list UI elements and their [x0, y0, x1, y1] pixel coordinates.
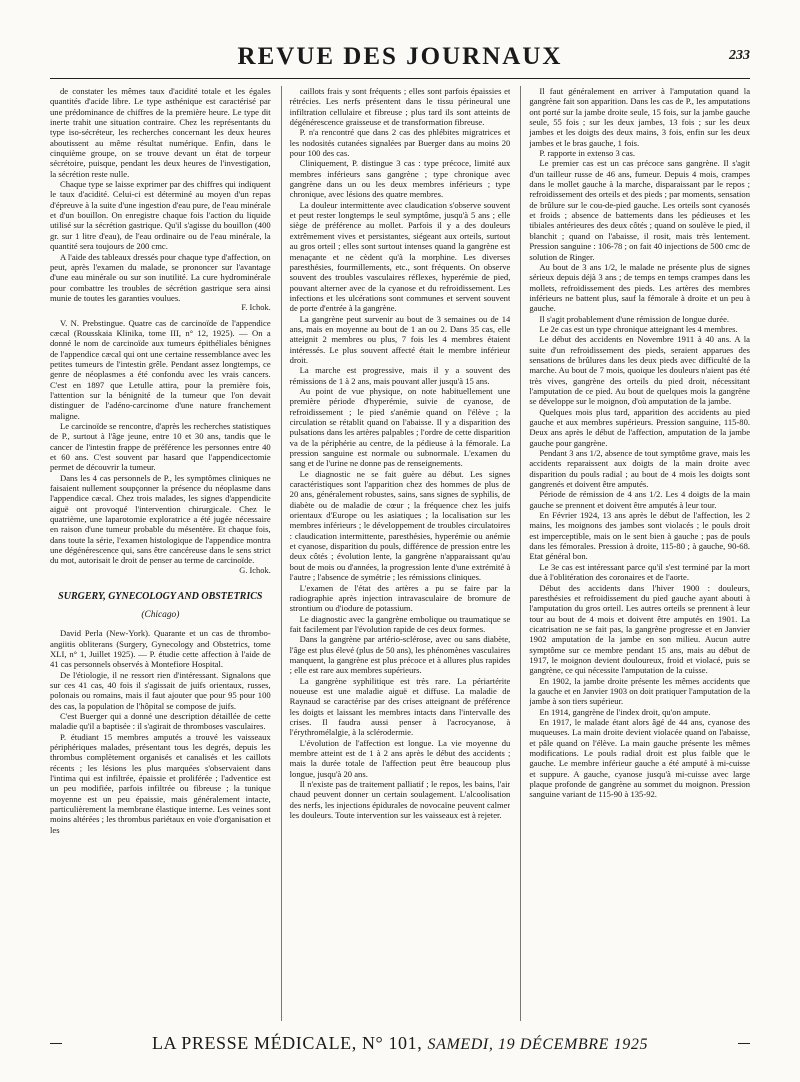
- text-columns: [50, 86, 750, 1021]
- footer-date: SAMEDI, 19 DÉCEMBRE 1925: [427, 1036, 649, 1053]
- paragraph: Pendant 3 ans 1/2, absence de tout symptôme grave, mais les accidents reparaissent aux doigts de la main droite avec disparition du pouls radial ; au bout de 4 mois les doigts sont gangrenés et doivent être amputés.: [529, 448, 751, 490]
- paragraph: Dans la gangrène par artério-sclérose, avec ou sans diabète, l'âge est plus élevé (plus de 50 ans), les phénomènes vasculaires manquent, la gangrène est plus précoce et à allures plus rapides ; elle est rare aux membres supérieurs.: [289, 634, 511, 676]
- paragraph: Le 2e cas est un type chronique atteignant les 4 membres.: [539, 323, 738, 334]
- paragraph: Dans les 4 cas personnels de P., les symptômes cliniques ne faisaient nullement soupçonner la présence du néoplasme dans l'appendice cæcal. Chez trois malades, les signes d'appendicite aiguë ont provoqué l'intervention chirurgicale. Chez le quatrième, une laparotomie exploratrice a été jugée nécessaire en raison d'une tumeur probable du mésentère. Et chaque fois, dans toute la série, l'examen histologique de l'appendice montra une dégénérescence qui, sans être cancéreuse dans le sens strict du mot, autorisait le droit de penser au terme de carcinoïde.: [50, 472, 271, 566]
- paragraph: La gangrène peut survenir au bout de 3 semaines ou de 14 ans, mais en moyenne au bout de 1 an ou 2. Dans 35 cas, elle atteignit 2 membres ou plus, 7 fois les 4 membres étaient intéressés. Le plus souvent affecté était le membre inférieur droit.: [289, 313, 511, 365]
- paragraph: En 1902, la jambe droite présente les mêmes accidents que la gauche et en Janvier 1903 on doit pratiquer l'amputation de la jambe à son tiers supérieur.: [529, 675, 751, 707]
- section-subtitle: (Chicago): [141, 610, 180, 621]
- paragraph: V. N. Prebstingue. Quatre cas de carcinoïde de l'appendice cæcal (Rousskaia Klinika, tome III, n° 12, 1925). — On a donné le nom de carcinoïde aux tumeurs épithéliales bénignes de l'appendice cæcal qui ont une certaine ressemblance avec les petites tumeurs de l'intestin grêle. Pendant assez longtemps, ce genre de néoplasmes a été confondu avec les vrais cancers. C'est en 1897 que Letulle attira, pour la première fois, l'attention sur la bénignité de la tumeur que l'on devait distinguer de l'adéno-carcinome d'une nature franchement maligne.: [50, 317, 271, 421]
- page-header: [50, 42, 750, 72]
- paragraph: Au point de vue physique, on note habituellement une première période d'hyperémie, suivie de cyanose, de refroidissement ; le pied s'anémie quand on l'élève ; la circulation se rétablit quand on l'abaisse. Il y a disparition des pulsations dans les artères palpables ; l'ordre de cette disparition va de la périphérie au centre, de la pédieuse à la fémorale. La pression sanguine est normale ou subnormale. L'examen du sang et de l'urine ne donne pas de renseignements.: [289, 385, 511, 469]
- paragraph: Le début des accidents en Novembre 1911 à 40 ans. A la suite d'un refroidissement des pieds, seraient apparues des sensations de brûlures dans les deux pieds avec difficulté de la marche. Au bout de 7 mois, quoique les douleurs n'aient pas été très vives, gangrène des orteils du pied droit, nécessitant l'amputation de ce pied. Au bout de quelques mois la gangrène se développe sur le moignon, d'où amputation de la jambe.: [529, 334, 751, 407]
- author-signature: G. Ichok.: [239, 565, 271, 575]
- footer-journal: LA PRESSE MÉDICALE, N° 101,: [151, 1033, 423, 1053]
- paragraph: La douleur intermittente avec claudication s'observe souvent et peut rester longtemps le seul symptôme, jusqu'à 5 ans ; elle siège de préférence au mollet. Parfois il y a des douleurs extrêmement vives et persistantes, siégeant aux orteils, surtout au gros orteil ; elles sont surtout intenses quand la gangrène est menaçante et ne cèdent qu'à la morphine. Les diverses paresthésies, fourmillements, etc., sont fréquents. On observe souvent des troubles vasculaires réflexes, hyperémie de pied, pouvant alterner avec de la cyanose et du refroidissement. Les infections et les ulcérations sont communes et servent souvent de porte d'entrée à la gangrène.: [289, 199, 511, 314]
- paragraph: C'est Buerger qui a donné une description détaillée de cette maladie qu'il a baptisée : il s'agirait de thromboses vasculaires.: [50, 710, 271, 732]
- paragraph: La gangrène syphilitique est très rare. La périartérite noueuse est une maladie aiguë et diffuse. La maladie de Raynaud se caractérise par des crises atteignant de préférence les doigts et laissant les membres intacts dans l'intervalle des crises. Il faudra aussi penser à l'acrocyanose, à l'érythromélalgie, à la sclérodermie.: [289, 675, 511, 738]
- paragraph: Cliniquement, P. distingue 3 cas : type précoce, limité aux membres inférieurs sans gangrène ; type chronique avec gangrène dans un ou les deux membres inférieurs ; type chronique, avec lésions des quatre membres.: [289, 158, 511, 200]
- paragraph: P. étudiant 15 membres amputés a trouvé les vaisseaux périphériques malades, présentant tous les degrés, depuis les thrombus complètement organisés et canalisés et les caillots récents ; les lésions les plus marquées s'observaient dans l'intima qui est infiltrée, épaissie et proliférée ; l'adventice est un peu modifiée, parfois infiltrée ou fibreuse ; la tunique moyenne est un peu épaissie, mais généralement intacte, particulièrement la membrane élastique interne. Les veines sont moins altérées ; les thrombus pariétaux en voie d'organisation et les: [50, 731, 271, 835]
- paragraph: Le diagnostic avec la gangrène embolique ou traumatique se fait facilement par l'évolution rapide de ces deux formes.: [289, 613, 511, 634]
- paragraph: Chaque type se laisse exprimer par des chiffres qui indiquent le taux d'acidité. Celui-ci est déterminé au moyen d'un repas d'épreuve à la suite d'une ingestion d'eau pure, de l'eau minérale et d'un bouillon. On enregistre chaque fois l'action du liquide utilisé sur la sécrétion gastrique. Qu'il s'agisse du bouillon (400 gr. sur 1 litre d'eau), de l'eau ordinaire ou de l'eau minérale, la quantité sera toujours de 200 cmc.: [50, 179, 271, 252]
- column-right: [520, 86, 750, 1021]
- paragraph: Il faut généralement en arriver à l'amputation quand la gangrène fait son apparition. Dans les cas de P., les amputations ont porté sur la jambe droite seule, 15 fois, sur la jambe gauche seule, 55 fois ; sur les deux jambes, 13 fois ; sur les deux jambes et les doigts des deux mains, 3 fois, enfin sur les deux jambes et le bras gauche, 1 fois.: [529, 86, 751, 148]
- paragraph: Il n'existe pas de traitement palliatif ; le repos, les bains, l'air chaud peuvent donner un certain soulagement. L'alcoolisation des nerfs, les injections épidurales de novocaïne peuvent calmer les douleurs. Toute intervention sur les vaisseaux est à rejeter.: [289, 779, 511, 821]
- paragraph: Le premier cas est un cas précoce sans gangrène. Il s'agit d'un tailleur russe de 46 ans, fumeur. Depuis 4 mois, crampes dans le mollet gauche à la marche, disparaissant par le repos ; refroidissement des orteils et des pieds ; par moments, sensation de brûlure sur le cou-de-pied gauche. Les orteils sont cyanosés et froids ; absence de battements dans les pédieuses et les tibiales antérieures des deux côtés ; quand on soulève le pied, il blanchit ; quand on l'abaisse, il rosit, mais très lentement. Pression sanguine : 106-78 ; on fait 40 injections de 500 cmc de solution de Ringer.: [529, 158, 751, 262]
- column-middle: [281, 86, 511, 1021]
- running-title: REVUE DES JOURNAUX: [237, 43, 563, 70]
- paragraph: En 1917, le malade étant alors âgé de 44 ans, cyanose des muqueuses. La main droite devient violacée quand on l'abaisse, et pâle quand on l'élève. La main gauche présente les mêmes modifications. Le pouls radial droit est plus faible que le gauche. Le membre inférieur gauche a été amputé à mi-cuisse et suppure. A gauche, cyanose jusqu'à mi-cuisse avec large plaque profonde de gangrène au sommet du moignon. Pression sanguine variant de 115-90 à 135-92.: [529, 716, 751, 800]
- footer-rule: [738, 1043, 750, 1044]
- paragraph: P. n'a rencontré que dans 2 cas des phlébites migratrices et les nodosités cutanées signalées par Buerger dans au moins 20 pour 100 des cas.: [289, 127, 511, 159]
- column-left: [50, 86, 271, 1021]
- paragraph: David Perla (New-York). Quarante et un cas de thrombo-angiitis obliterans (Surgery, Gynecology and Obstetrics, tome XLI, n° 1, Juillet 1925). — P. étudie cette affection à l'aide de 41 cas personnels observés à Montefiore Hospital.: [50, 628, 271, 670]
- paragraph: Le carcinoïde se rencontre, d'après les recherches statistiques de P., surtout à l'âge jeune, entre 10 et 30 ans, tandis que le cancer de l'intestin frappe de préférence les personnes entre 40 et 60 ans. C'est souvent par hasard que l'appendicectomie permet de découvrir la tumeur.: [50, 421, 271, 473]
- paragraph: L'évolution de l'affection est longue. La vie moyenne du membre atteint est de 1 à 2 ans après le début des accidents ; mais la durée totale de l'affection peut être beaucoup plus longue, jusqu'à 20 ans.: [289, 737, 511, 779]
- journal-section-heading: [50, 590, 271, 622]
- paragraph: Période de rémission de 4 ans 1/2. Les 4 doigts de la main gauche se prennent et doivent être amputés à leur tour.: [529, 489, 751, 510]
- paragraph: Quelques mois plus tard, apparition des accidents au pied gauche et aux membres supérieurs. Pression sanguine, 115-80. Deux ans après le début de l'affection, amputation de la jambe gauche pour gangrène.: [529, 406, 751, 448]
- header-rule: [50, 78, 750, 79]
- footer-rule: [50, 1043, 62, 1044]
- paragraph: La marche est progressive, mais il y a souvent des rémissions de 1 à 2 ans, mais pouvant aller jusqu'à 15 ans.: [289, 365, 511, 386]
- paragraph: de constater les mêmes taux d'acidité totale et les égales quantités d'acide libre. Le type asthénique est caractérisé par une prédominance de chiffres de la première heure. Le type dit inerte trahit une situation contraire. Chez les représentants du type iso-sécréteur, les recherches concernant les deux heures aboutissent au même résultat numérique. Enfin, dans le cinquième groupe, on se trouve devant un état de torpeur sécrétoire, puisque, pendant les deux heures de l'investigation, la sécrétion reste nulle.: [50, 86, 271, 179]
- section-title: SURGERY, GYNECOLOGY AND OBSTETRICS: [58, 591, 263, 603]
- paragraph: Le diagnostic ne se fait guère au début. Les signes caractéristiques sont l'apparition chez des hommes de plus de 20 ans, généralement robustes, sains, sans signes de syphilis, de diabète ou de maladie de cœur ; la fréquence chez les juifs orientaux d'Europe ou les asiatiques ; la localisation sur les membres inférieurs ; le développement de troubles circulatoires : claudication intermittente, paresthésies, hyperémie ou anémie et cyanose, disparition du pouls, différence de pression entre les deux côtés ; évolution lente, la gangrène n'apparaissant qu'au bout de mois ou d'années, la progression lente d'une extrémité à l'autre ; l'absence de symétrie ; les rémissions cliniques.: [289, 468, 511, 583]
- paragraph: Le 3e cas est intéressant parce qu'il s'est terminé par la mort due à l'oblitération des coronaires et de l'aorte.: [529, 561, 751, 583]
- author-signature: F. Ichok.: [241, 303, 271, 313]
- page-number: 233: [729, 48, 750, 63]
- paragraph: caillots frais y sont fréquents ; elles sont parfois épaissies et rétrécies. Les nerfs présentent dans le tissu périneural une infiltration cellulaire et fibreuse ; plus tard ils sont atteints de dégénérescence graisseuse et de transformation fibreuse.: [289, 86, 511, 128]
- paragraph: De l'étiologie, il ne ressort rien d'intéressant. Signalons que sur ces 41 cas, 40 fois il s'agissait de juifs orientaux, russes, polonais ou romains, mais il faut ajouter que pour 95 pour 100 des cas, la population de l'hôpital se compose de juifs.: [50, 669, 271, 711]
- paragraph: En Février 1924, 13 ans après le début de l'affection, les 2 mains, les moignons des jambes sont violacés ; le pouls droit est imperceptible, mais on le sent bien à gauche ; pas de pouls dans les fémorales. Pression à droite, 115-80 ; à gauche, 90-68. Etat général bon.: [529, 510, 751, 562]
- paragraph: En 1914, gangrène de l'index droit, qu'on ampute.: [539, 706, 711, 717]
- paragraph: A l'aide des tableaux dressés pour chaque type d'affection, on peut, après l'examen du malade, se prononcer sur l'avantage d'une eau minérale ou sur son inutilité. La cure hydrominérale pour combattre les troubles de sécrétion gastrique sera ainsi munie de toutes les garanties voulues.: [50, 251, 271, 303]
- paragraph: Au bout de 3 ans 1/2, le malade ne présente plus de signes sérieux depuis déjà 3 ans ; de temps en temps crampes dans les mollets, refroidissement des pieds. Les artères des membres inférieurs ne battent plus, sauf la fémorale à droite et un peu à gauche.: [529, 261, 751, 314]
- page-footer: [50, 1030, 750, 1056]
- paragraph: Début des accidents dans l'hiver 1900 : douleurs, paresthésies et refroidissement du pied gauche ayant abouti à l'amputation du gros orteil. Les autres orteils se prennent à leur tour au bout de 4 mois et doivent être amputés en 1901. La cicatrisation ne se fait pas, la gangrène progresse et en Janvier 1902 amputation de la jambe en son milieu. Aucun autre symptôme sur ce membre pendant 15 ans, mais au début de 1917, le moignon devient douloureux, froid et violacé, puis se gangrène, ce qui nécessite l'amputation de la cuisse.: [529, 582, 751, 676]
- paragraph: L'examen de l'état des artères a pu se faire par la radiographie après injection intravasculaire de bromure de strontium ou d'iodure de potassium.: [289, 582, 511, 614]
- paragraph: Il s'agit probablement d'une rémission de longue durée.: [539, 313, 730, 324]
- paragraph: P. rapporte in extenso 3 cas.: [539, 148, 636, 159]
